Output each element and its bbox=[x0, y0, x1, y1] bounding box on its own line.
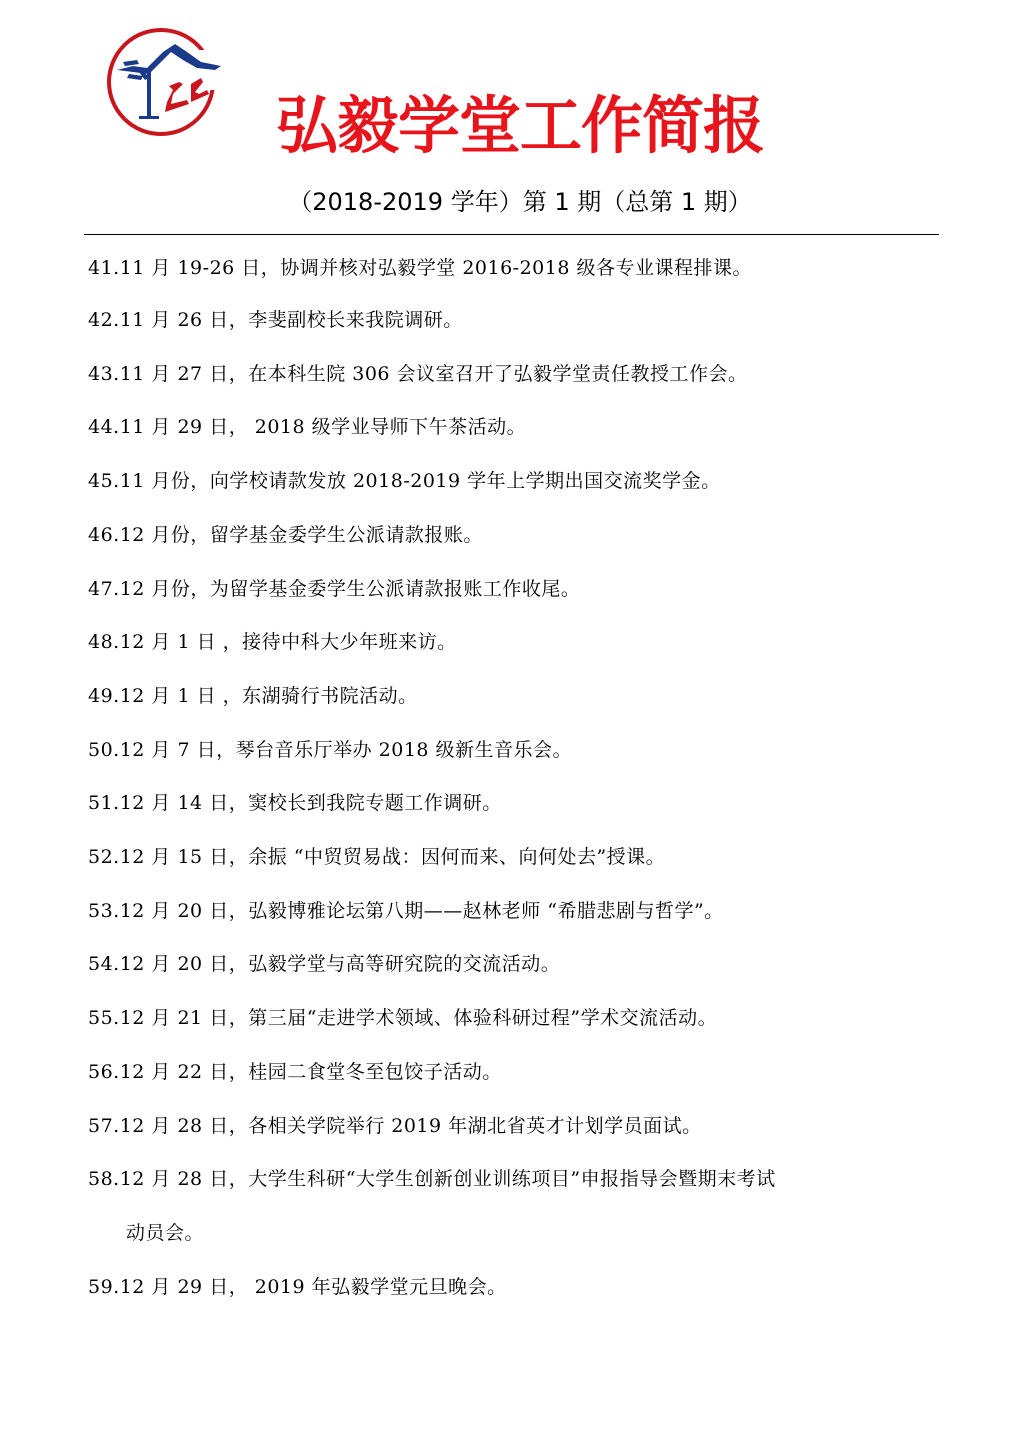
list-item: 44.11 月 29 日， 2018 级学业导师下午茶活动。 bbox=[88, 416, 527, 439]
list-item: 52.12 月 15 日，余振 “中贸贸易战：因何而来、向何处去”授课。 bbox=[88, 846, 666, 869]
list-item: 43.11 月 27 日，在本科生院 306 会议室召开了弘毅学堂责任教授工作会。 bbox=[88, 362, 748, 385]
issue-subtitle: （2018-2019 学年）第 1 期（总第 1 期） bbox=[288, 188, 752, 216]
list-item: 54.12 月 20 日，弘毅学堂与高等研究院的交流活动。 bbox=[88, 953, 561, 976]
list-item: 45.11 月份，向学校请款发放 2018-2019 学年上学期出国交流奖学金。 bbox=[88, 470, 721, 493]
continuation-text: 动员会。 bbox=[126, 1221, 205, 1244]
list-item: 57.12 月 28 日，各相关学院举行 2019 年湖北省英才计划学员面试。 bbox=[88, 1114, 702, 1137]
report-title: 弘毅学堂工作简报 bbox=[275, 89, 764, 162]
list-item: 50.12 月 7 日，琴台音乐厅举办 2018 级新生音乐会。 bbox=[88, 738, 573, 761]
list-item: 59.12 月 29 日， 2019 年弘毅学堂元旦晚会。 bbox=[88, 1275, 507, 1298]
list-item: 47.12 月份，为留学基金委学生公派请款报账工作收尾。 bbox=[88, 577, 581, 600]
list-item: 51.12 月 14 日，窦校长到我院专题工作调研。 bbox=[88, 792, 502, 815]
header-divider bbox=[84, 234, 939, 235]
list-item: 41.11 月 19-26 日，协调并核对弘毅学堂 2016-2018 级各专业课程排课。 bbox=[88, 257, 752, 279]
list-item: 55.12 月 21 日，第三届“走进学术领域、体验科研过程”学术交流活动。 bbox=[88, 1007, 718, 1030]
entry-list bbox=[88, 246, 948, 1314]
list-item: 53.12 月 20 日，弘毅博雅论坛第八期——赵林老师 “希腊悲剧与哲学”。 bbox=[88, 899, 724, 922]
list-item: 48.12 月 1 日 ，接待中科大少年班来访。 bbox=[88, 631, 457, 654]
list-item: 46.12 月份，留学基金委学生公派请款报账。 bbox=[88, 523, 483, 546]
list-item: 56.12 月 22 日，桂园二食堂冬至包饺子活动。 bbox=[88, 1060, 502, 1083]
hongyi-logo bbox=[103, 22, 227, 138]
list-item: 42.11 月 26 日，李斐副校长来我院调研。 bbox=[88, 309, 463, 331]
list-item: 49.12 月 1 日 ，东湖骑行书院活动。 bbox=[88, 684, 418, 707]
list-item: 58.12 月 28 日，大学生科研“大学生创新创业训练项目”申报指导会暨期末考试 bbox=[88, 1168, 776, 1191]
list-item-continuation bbox=[88, 1207, 948, 1261]
